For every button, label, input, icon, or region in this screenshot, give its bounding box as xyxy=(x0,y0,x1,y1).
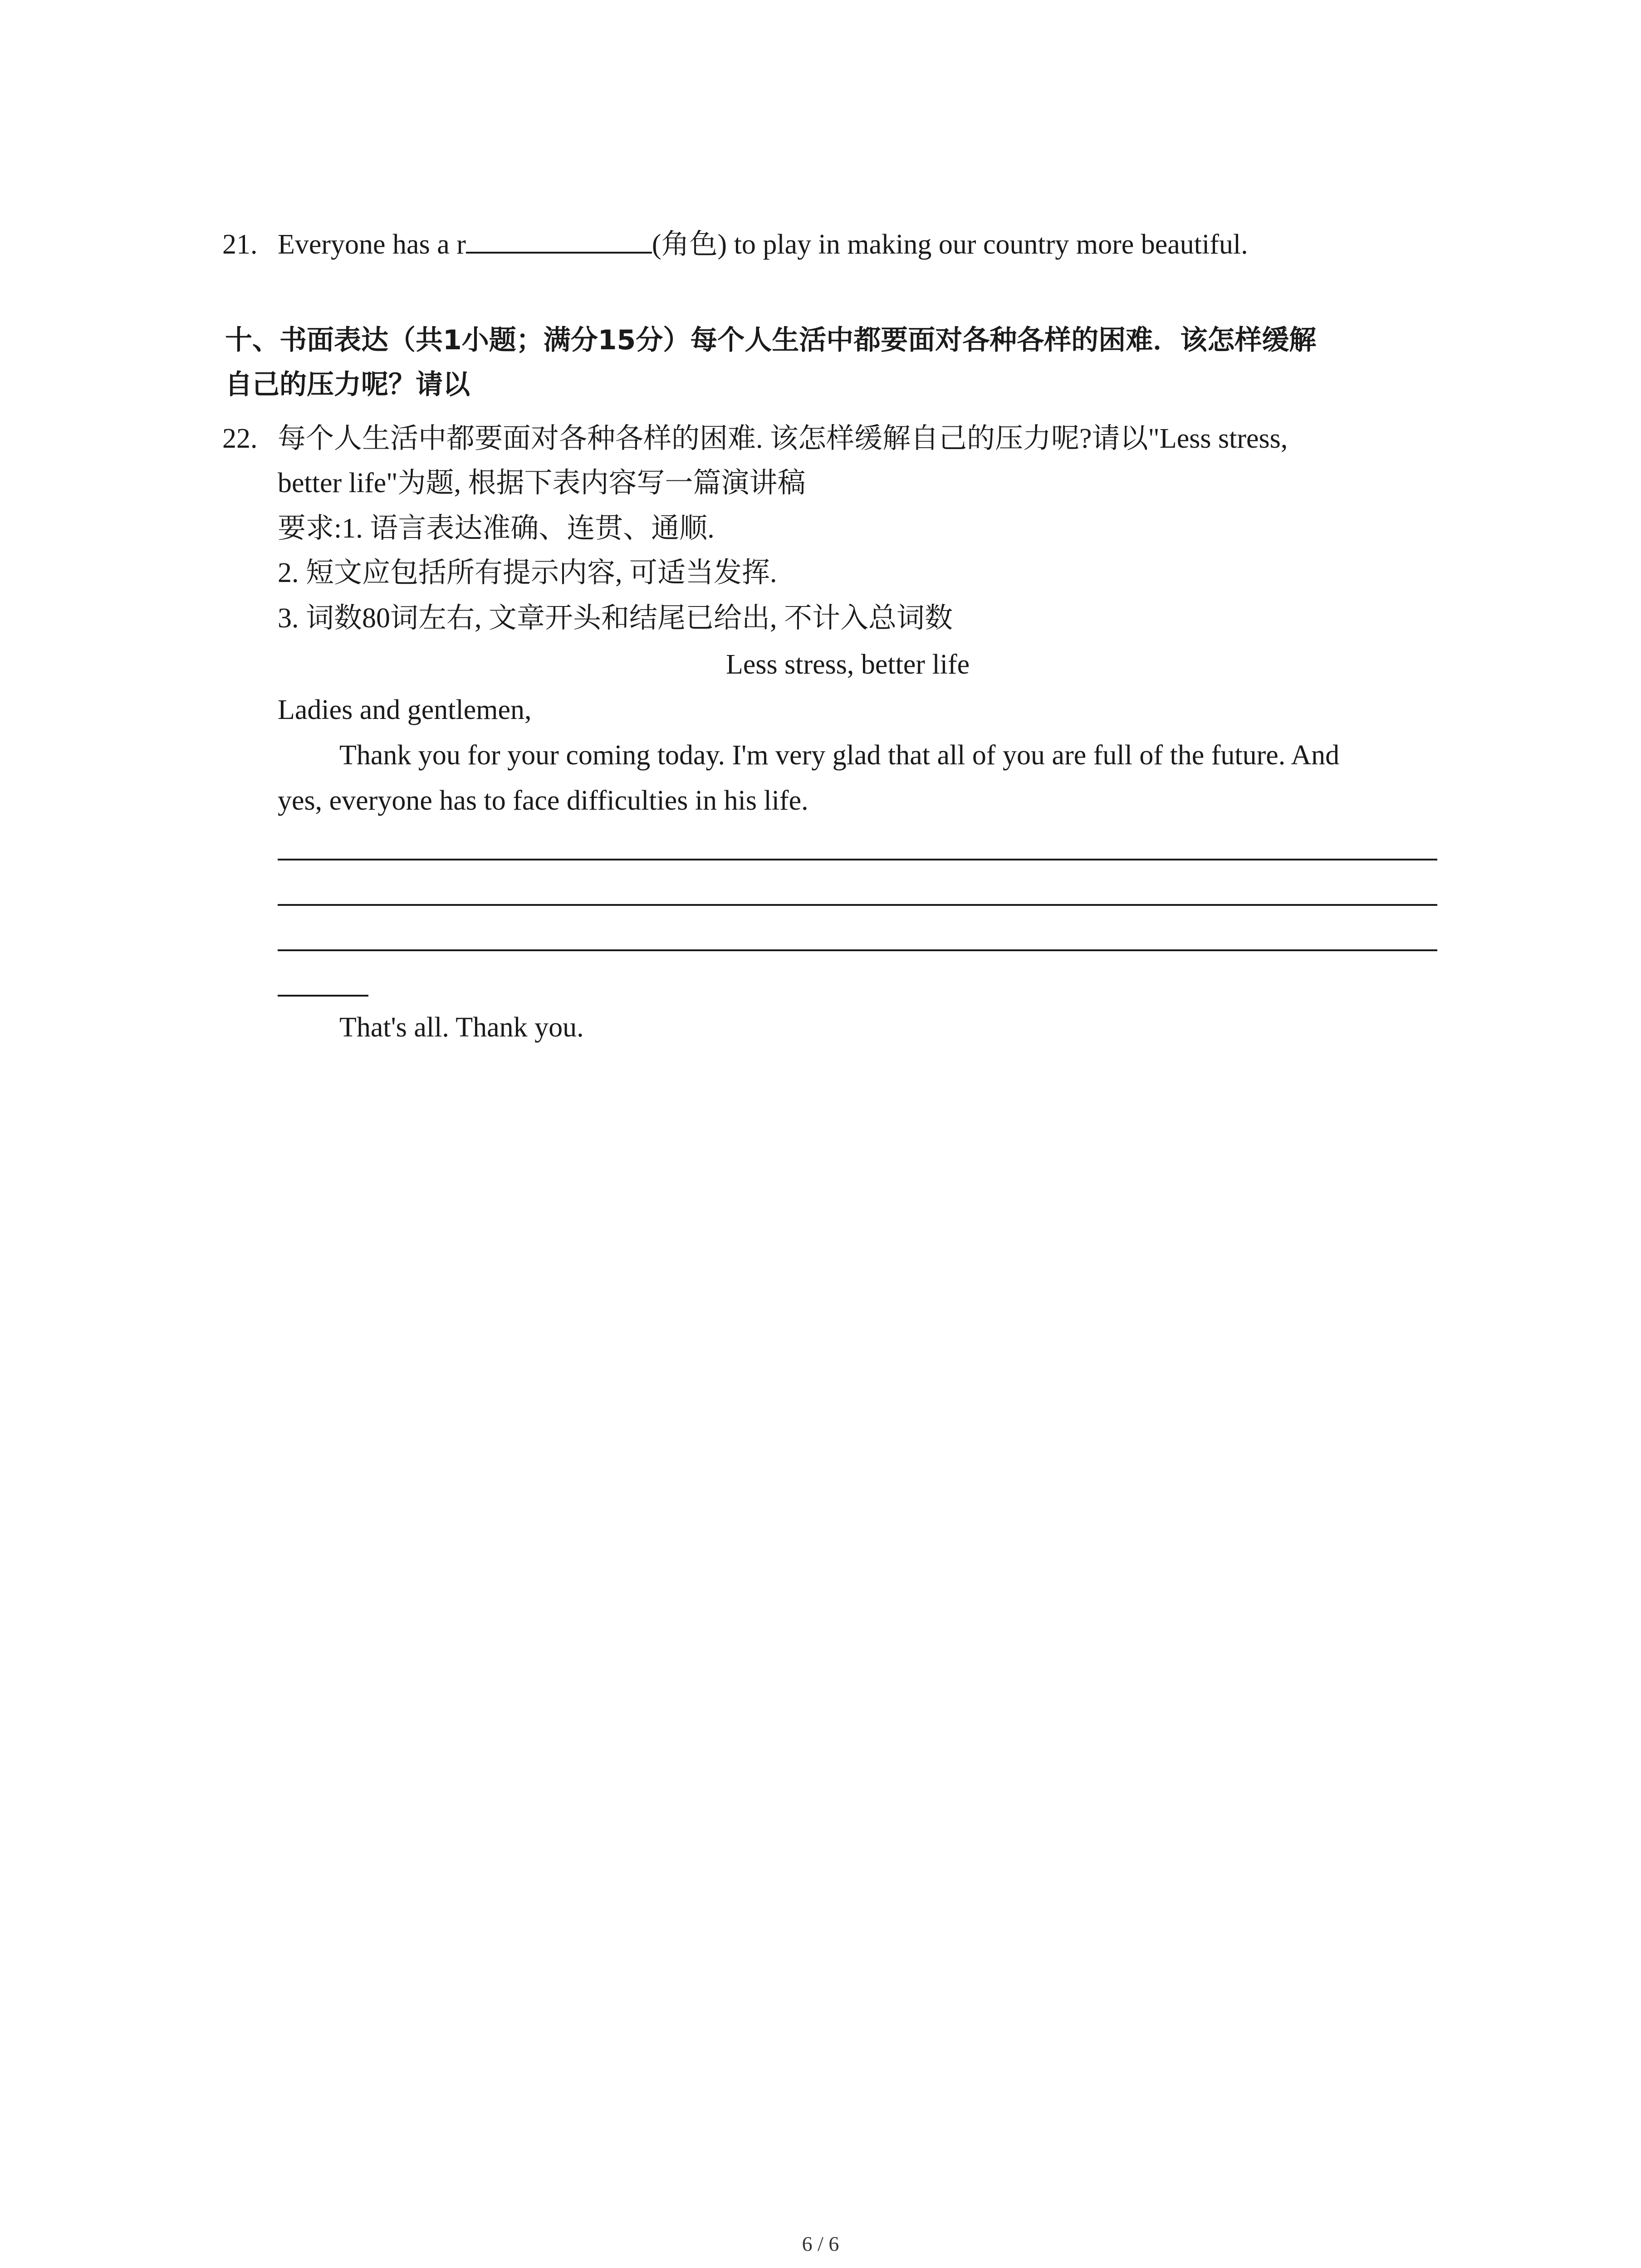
question-21-text xyxy=(278,230,1248,259)
essay-body-line-1: Thank you for your coming today. I'm very glad that all of you are full of the future. And xyxy=(339,740,1340,771)
question-21-text-after: (角色) to play in making our country more beautiful. xyxy=(652,229,1248,260)
answer-line-2[interactable] xyxy=(278,904,1437,906)
section-heading-line-1: 十、书面表达（共1小题；满分15分）每个人生活中都要面对各种各样的困难．该怎样缓解 xyxy=(225,324,1317,356)
question-21-answer-blank[interactable] xyxy=(466,251,652,254)
answer-line-1[interactable] xyxy=(278,859,1437,860)
question-22-prompt-line-1: 每个人生活中都要面对各种各样的困难. 该怎样缓解自己的压力呢?请以"Less stress, xyxy=(278,423,1288,454)
question-22-prompt-line-2: better life"为题, 根据下表内容写一篇演讲稿 xyxy=(278,468,806,499)
essay-greeting: Ladies and gentlemen, xyxy=(278,694,532,725)
answer-line-4-short[interactable] xyxy=(278,995,368,997)
section-heading-line-2: 自己的压力呢？请以 xyxy=(225,369,470,401)
question-22-number: 22. xyxy=(222,423,258,454)
requirement-1: 要求:1. 语言表达准确、连贯、通顺. xyxy=(278,513,715,544)
essay-body-line-2: yes, everyone has to face difficulties in his life. xyxy=(278,785,808,816)
answer-line-3[interactable] xyxy=(278,949,1437,951)
requirement-2: 2. 短文应包括所有提示内容, 可适当发挥. xyxy=(278,557,777,588)
page-number: 6 / 6 xyxy=(802,2232,839,2255)
question-21-text-before: Everyone has a r xyxy=(278,229,466,260)
essay-closing: That's all. Thank you. xyxy=(339,1012,584,1043)
requirement-3: 3. 词数80词左右, 文章开头和结尾已给出, 不计入总词数 xyxy=(278,603,953,634)
question-21-number: 21. xyxy=(222,229,258,260)
essay-title: Less stress, better life xyxy=(726,649,970,680)
